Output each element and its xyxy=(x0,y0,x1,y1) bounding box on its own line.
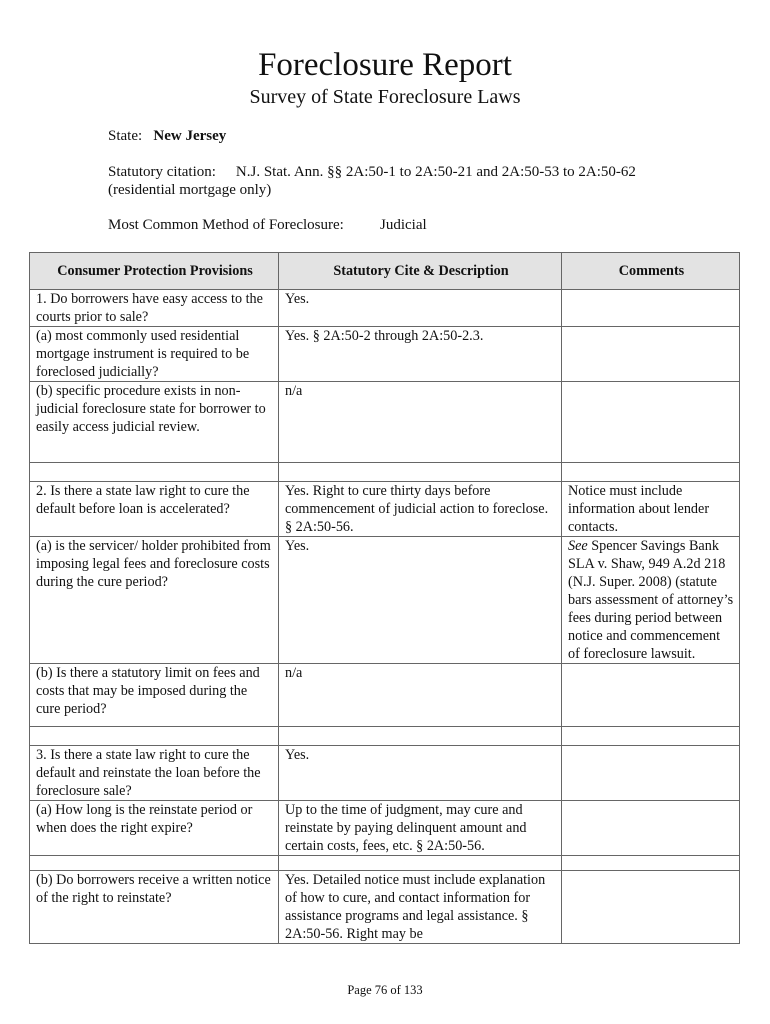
statute-cell: Yes. § 2A:50-2 through 2A:50-2.3. xyxy=(279,327,562,382)
comment-cell xyxy=(562,746,740,801)
comment-cell xyxy=(562,537,740,664)
provision-cell: (b) specific procedure exists in non-judicial foreclosure state for borrower to easily access judicial review. xyxy=(30,382,279,463)
statute-cell: Up to the time of judgment, may cure and reinstate by paying delinquent amount and certain costs, fees, etc. § 2A:50-56. xyxy=(279,801,562,856)
citation-label: Statutory citation: xyxy=(108,164,216,180)
statute-cell: Yes. xyxy=(279,290,562,327)
provisions-table xyxy=(29,252,740,944)
method-value: Judicial xyxy=(380,217,427,233)
comment-cell: Notice must include information about lender contacts. xyxy=(562,482,740,537)
spacer-row xyxy=(30,463,740,482)
citation-value: N.J. Stat. Ann. §§ 2A:50-1 to 2A:50-21 and 2A:50-53 to 2A:50-62 xyxy=(235,164,636,180)
report-title: Foreclosure Report xyxy=(258,47,512,83)
comment-cell xyxy=(562,801,740,856)
state-value: New Jersey xyxy=(153,128,227,144)
table-row xyxy=(30,290,740,327)
statute-cell: n/a xyxy=(279,382,562,463)
citation-block xyxy=(108,163,636,199)
provision-cell: (a) How long is the reinstate period or when does the right expire? xyxy=(30,801,279,856)
provision-cell: 2. Is there a state law right to cure the default before loan is accelerated? xyxy=(30,482,279,537)
table-row xyxy=(30,327,740,382)
method-line xyxy=(108,216,427,234)
provision-cell: (b) Is there a statutory limit on fees and costs that may be imposed during the cure period? xyxy=(30,664,279,727)
statute-cell: n/a xyxy=(279,664,562,727)
comment-cell xyxy=(562,664,740,727)
comment-cell xyxy=(562,327,740,382)
comment-cell xyxy=(562,290,740,327)
table-header-row xyxy=(30,253,740,290)
statute-cell: Yes. xyxy=(279,537,562,664)
spacer-row xyxy=(30,856,740,871)
table-row xyxy=(30,746,740,801)
header-provisions: Consumer Protection Provisions xyxy=(30,253,279,290)
table-row xyxy=(30,871,740,944)
citation-note: (residential mortgage only) xyxy=(108,182,272,198)
table-row xyxy=(30,664,740,727)
table-row xyxy=(30,537,740,664)
statute-cell: Yes. Right to cure thirty days before commencement of judicial action to foreclose. § 2A:50-56. xyxy=(279,482,562,537)
state-line xyxy=(108,127,226,145)
page-number: Page 76 of 133 xyxy=(347,983,423,997)
table-row xyxy=(30,382,740,463)
statute-cell: Yes. xyxy=(279,746,562,801)
provision-cell: (b) Do borrowers receive a written notice of the right to reinstate? xyxy=(30,871,279,944)
provision-cell: (a) most commonly used residential mortgage instrument is required to be foreclosed judicially? xyxy=(30,327,279,382)
table-row xyxy=(30,801,740,856)
provision-cell: 1. Do borrowers have easy access to the courts prior to sale? xyxy=(30,290,279,327)
statute-cell: Yes. Detailed notice must include explanation of how to cure, and contact information for assistance programs and legal assistance. § 2A:50-56. Right may be xyxy=(279,871,562,944)
comment-italic-see: See xyxy=(568,538,588,554)
header-comments: Comments xyxy=(562,253,740,290)
comment-cell xyxy=(562,871,740,944)
report-subtitle: Survey of State Foreclosure Laws xyxy=(249,86,521,108)
comment-text: Spencer Savings Bank SLA v. Shaw, 949 A.2d 218 (N.J. Super. 2008) (statute bars assessment of attorney’s fees during period between notice and commencement of foreclosure lawsuit. xyxy=(568,538,734,662)
provision-cell: (a) is the servicer/ holder prohibited from imposing legal fees and foreclosure costs during the cure period? xyxy=(30,537,279,664)
table-row xyxy=(30,482,740,537)
method-label: Most Common Method of Foreclosure: xyxy=(108,217,344,233)
header-statutory-cite: Statutory Cite & Description xyxy=(279,253,562,290)
spacer-row xyxy=(30,727,740,746)
provision-cell: 3. Is there a state law right to cure the default and reinstate the loan before the foreclosure sale? xyxy=(30,746,279,801)
state-label: State: xyxy=(108,128,143,144)
comment-cell xyxy=(562,382,740,463)
